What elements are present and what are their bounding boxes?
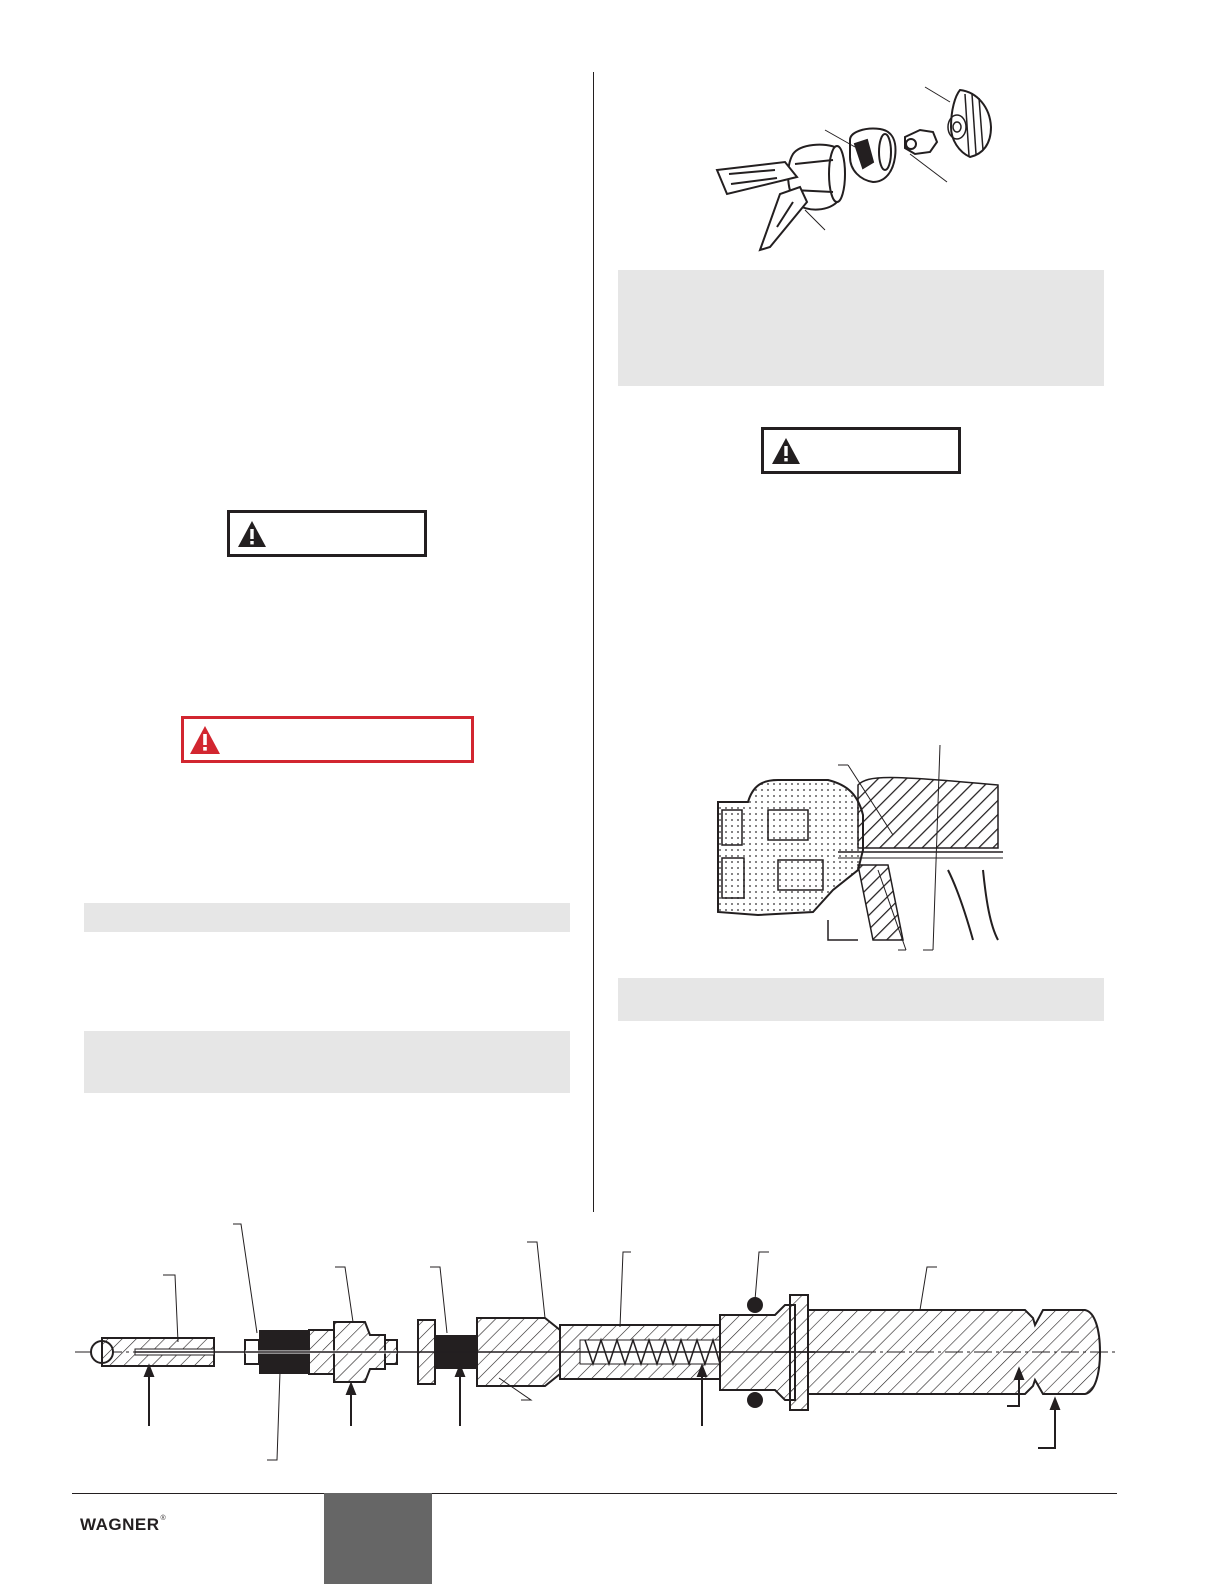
footer-page-tab	[324, 1493, 432, 1584]
note-panel-right-1	[618, 270, 1104, 386]
note-panel-left-2	[84, 1031, 570, 1093]
wagner-logo	[80, 1515, 166, 1535]
note-panel-left-1	[84, 903, 570, 932]
nozzle-exploded-illustration	[715, 82, 1005, 257]
note-panel-right-2	[618, 978, 1104, 1021]
registered-mark: ®	[160, 1515, 167, 1522]
warning-label-box	[227, 510, 427, 557]
danger-label-box	[181, 716, 474, 763]
warning-triangle-icon	[236, 519, 268, 549]
column-divider	[593, 72, 594, 1212]
warning-label-box-right	[761, 427, 961, 474]
brand-name: WAGNER	[80, 1515, 160, 1534]
warning-triangle-icon	[770, 436, 802, 466]
footer-rule	[72, 1493, 1117, 1494]
gun-cross-section-illustration	[718, 740, 1003, 960]
needle-assembly-cross-section	[75, 1230, 1120, 1460]
danger-triangle-icon	[188, 724, 222, 756]
